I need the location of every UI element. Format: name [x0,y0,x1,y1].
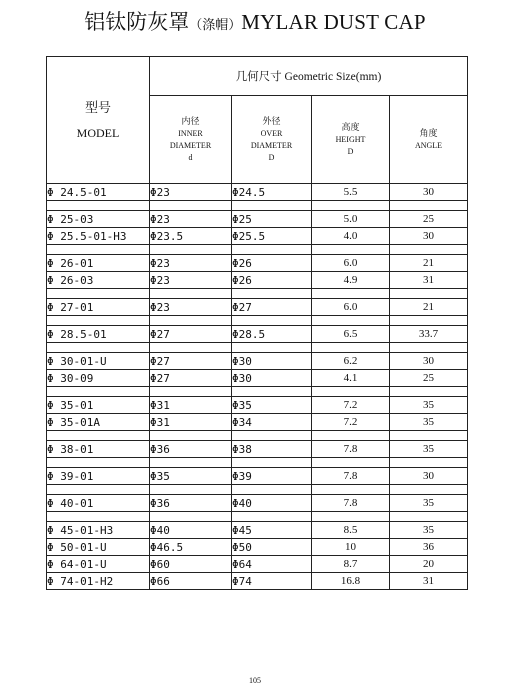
spacer-cell [232,512,312,522]
height-cell: 7.2 [312,414,390,431]
spacer-cell [47,431,150,441]
angle-cell: 21 [390,255,468,272]
spacer-cell [232,458,312,468]
model-cell: Φ 35-01A [47,414,150,431]
height-cell: 6.2 [312,353,390,370]
spacer-cell [150,387,232,397]
spacer-cell [312,289,390,299]
angle-cell: 35 [390,397,468,414]
model-cell: Φ 24.5-01 [47,184,150,201]
spacer-row [47,485,468,495]
model-cell: Φ 30-01-U [47,353,150,370]
title-chinese: 铝钛防灰罩 [84,10,190,34]
angle-cell: 21 [390,299,468,316]
inner-diameter-cell: Φ40 [150,522,232,539]
spacer-cell [390,458,468,468]
inner-diameter-cell: Φ23 [150,211,232,228]
angle-cell: 31 [390,272,468,289]
angle-header: 角度 ANGLE [390,96,468,184]
model-header-cn: 型号 [84,100,111,116]
height-cell: 7.8 [312,441,390,458]
height-cell: 8.5 [312,522,390,539]
inner-diameter-cell: Φ31 [150,414,232,431]
angle-cell: 33.7 [390,326,468,343]
angle-cell: 35 [390,414,468,431]
spacer-cell [312,431,390,441]
spacer-cell [47,512,150,522]
angle-cell: 35 [390,495,468,512]
spacer-cell [232,289,312,299]
spacer-cell [390,431,468,441]
model-cell: Φ 35-01 [47,397,150,414]
title-english: MYLAR DUST CAP [241,10,426,34]
spacer-cell [312,458,390,468]
spacer-cell [150,512,232,522]
inner-diameter-cell: Φ27 [150,370,232,387]
table-row [47,184,468,201]
model-cell: Φ 40-01 [47,495,150,512]
height-cell: 6.5 [312,326,390,343]
inner-diameter-cell: Φ31 [150,397,232,414]
table-row [47,353,468,370]
outer-diameter-cell: Φ30 [232,370,312,387]
spacer-row [47,458,468,468]
model-header-en: MODEL [76,125,120,140]
table-row [47,539,468,556]
height-cell: 4.0 [312,228,390,245]
spacer-row [47,387,468,397]
table-row [47,326,468,343]
spacer-cell [312,387,390,397]
height-cell: 6.0 [312,255,390,272]
table-row [47,495,468,512]
inner-diameter-cell: Φ36 [150,441,232,458]
spacer-cell [312,245,390,255]
spacer-row [47,289,468,299]
spacer-row [47,316,468,326]
inner-diameter-cell: Φ23 [150,184,232,201]
spacer-row [47,512,468,522]
spacer-cell [390,245,468,255]
outer-diameter-cell: Φ25.5 [232,228,312,245]
model-cell: Φ 45-01-H3 [47,522,150,539]
angle-cell: 25 [390,370,468,387]
spacer-row [47,431,468,441]
outer-diameter-cell: Φ50 [232,539,312,556]
inner-diameter-cell: Φ27 [150,326,232,343]
table-row [47,556,468,573]
outer-diameter-cell: Φ74 [232,573,312,590]
spacer-cell [312,316,390,326]
spacer-cell [47,343,150,353]
spacer-cell [312,201,390,211]
height-cell: 6.0 [312,299,390,316]
outer-diameter-cell: Φ27 [232,299,312,316]
spacer-cell [232,316,312,326]
outer-diameter-cell: Φ38 [232,441,312,458]
inner-diameter-cell: Φ23.5 [150,228,232,245]
model-header [47,57,150,184]
inner-diameter-cell: Φ60 [150,556,232,573]
table-row [47,228,468,245]
angle-cell: 31 [390,573,468,590]
angle-cell: 25 [390,211,468,228]
spacer-cell [312,343,390,353]
spacer-cell [150,289,232,299]
spacer-cell [232,485,312,495]
model-cell: Φ 64-01-U [47,556,150,573]
outer-diameter-cell: Φ25 [232,211,312,228]
table-row [47,370,468,387]
spacer-cell [47,485,150,495]
spacer-cell [150,343,232,353]
spacer-cell [150,201,232,211]
spacer-cell [390,512,468,522]
table-row [47,468,468,485]
height-cell: 7.8 [312,495,390,512]
spacer-cell [312,512,390,522]
spacer-cell [150,316,232,326]
height-cell: 5.0 [312,211,390,228]
model-cell: Φ 26-01 [47,255,150,272]
outer-diameter-cell: Φ26 [232,272,312,289]
height-header: 高度 HEIGHT D [312,96,390,184]
model-cell: Φ 30-09 [47,370,150,387]
angle-cell: 20 [390,556,468,573]
model-cell: Φ 28.5-01 [47,326,150,343]
model-cell: Φ 39-01 [47,468,150,485]
outer-diameter-cell: Φ28.5 [232,326,312,343]
outer-diameter-cell: Φ35 [232,397,312,414]
table-row [47,255,468,272]
title-chinese-paren: （涤帽） [189,18,242,33]
height-cell: 10 [312,539,390,556]
angle-cell: 30 [390,228,468,245]
spacer-cell [150,458,232,468]
spacer-cell [390,343,468,353]
spacer-cell [390,485,468,495]
outer-diameter-cell: Φ26 [232,255,312,272]
page-number: 105 [249,676,261,685]
outer-diameter-cell: Φ40 [232,495,312,512]
spacer-cell [390,201,468,211]
outer-diameter-cell: Φ34 [232,414,312,431]
outer-diameter-cell: Φ24.5 [232,184,312,201]
model-cell: Φ 74-01-H2 [47,573,150,590]
spacer-row [47,343,468,353]
geometric-size-header: 几何尺寸 Geometric Size(mm) [150,57,468,96]
inner-diameter-cell: Φ66 [150,573,232,590]
spec-table-body [47,184,468,590]
inner-diameter-cell: Φ46.5 [150,539,232,556]
angle-cell: 35 [390,522,468,539]
model-cell: Φ 27-01 [47,299,150,316]
spacer-cell [390,289,468,299]
angle-cell: 35 [390,441,468,458]
angle-cell: 30 [390,468,468,485]
inner-diameter-cell: Φ23 [150,272,232,289]
angle-cell: 36 [390,539,468,556]
spacer-row [47,201,468,211]
spacer-cell [390,316,468,326]
outer-diameter-cell: Φ64 [232,556,312,573]
height-cell: 4.9 [312,272,390,289]
spec-table [46,56,468,590]
inner-diameter-cell: Φ23 [150,255,232,272]
model-cell: Φ 26-03 [47,272,150,289]
table-row [47,441,468,458]
table-row [47,272,468,289]
height-cell: 7.2 [312,397,390,414]
table-row [47,397,468,414]
outer-diameter-cell: Φ30 [232,353,312,370]
spacer-row [47,245,468,255]
angle-cell: 30 [390,184,468,201]
outer-diameter-cell: Φ39 [232,468,312,485]
page-title [0,6,510,36]
spacer-cell [150,245,232,255]
spacer-cell [390,387,468,397]
model-cell: Φ 38-01 [47,441,150,458]
spacer-cell [47,201,150,211]
inner-diameter-header: 内径 INNER DIAMETER d [150,96,232,184]
spacer-cell [150,485,232,495]
spacer-cell [232,201,312,211]
height-cell: 4.1 [312,370,390,387]
table-row [47,299,468,316]
table-row [47,211,468,228]
table-row [47,573,468,590]
spacer-cell [232,387,312,397]
model-cell: Φ 25-03 [47,211,150,228]
spacer-cell [232,343,312,353]
height-cell: 8.7 [312,556,390,573]
height-cell: 16.8 [312,573,390,590]
spacer-cell [312,485,390,495]
model-cell: Φ 50-01-U [47,539,150,556]
spacer-cell [47,245,150,255]
spacer-cell [47,458,150,468]
spacer-cell [232,245,312,255]
table-row [47,522,468,539]
spacer-cell [150,431,232,441]
spacer-cell [232,431,312,441]
inner-diameter-cell: Φ36 [150,495,232,512]
height-cell: 7.8 [312,468,390,485]
spacer-cell [47,289,150,299]
inner-diameter-cell: Φ35 [150,468,232,485]
table-row [47,414,468,431]
model-cell: Φ 25.5-01-H3 [47,228,150,245]
outer-diameter-header: 外径 OVER DIAMETER D [232,96,312,184]
angle-cell: 30 [390,353,468,370]
height-cell: 5.5 [312,184,390,201]
spacer-cell [47,316,150,326]
spacer-cell [47,387,150,397]
outer-diameter-cell: Φ45 [232,522,312,539]
inner-diameter-cell: Φ27 [150,353,232,370]
inner-diameter-cell: Φ23 [150,299,232,316]
